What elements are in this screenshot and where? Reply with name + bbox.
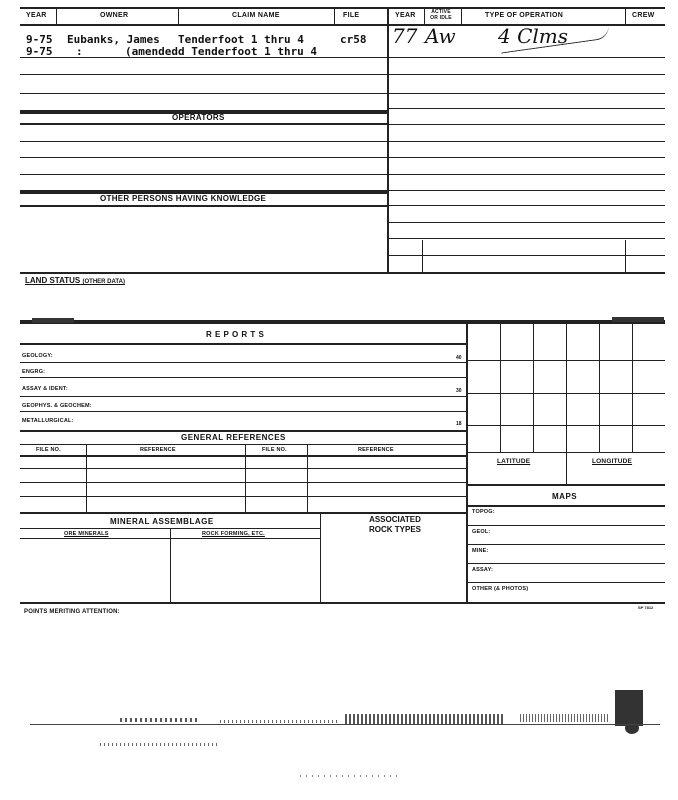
longitude-label: LONGITUDE [592, 458, 633, 465]
rock-forming-label: ROCK FORMING, ETC. [202, 531, 265, 537]
row-1-owner: Eubanks, James [67, 33, 160, 46]
report-geophys: GEOPHYS. & GEOCHEM: [22, 403, 92, 409]
row-2-claim-name: (amendedd Tenderfoot 1 thru 4 [125, 45, 318, 58]
row-2-owner: : [76, 45, 83, 58]
general-references-title: GENERAL REFERENCES [181, 433, 286, 442]
land-status-title: LAND STATUS [25, 276, 81, 285]
report-geology-code: 40 [456, 355, 462, 361]
map-assay: ASSAY: [472, 567, 494, 573]
mineral-assemblage-title: MINERAL ASSEMBLAGE [110, 517, 214, 526]
active-or-idle-header: ACTIVE OR IDLE [430, 9, 452, 21]
map-geol: GEOL: [472, 529, 491, 535]
map-topog: TOPOG: [472, 509, 495, 515]
owner-header: OWNER [100, 12, 129, 19]
row-1-year: 9-75 [26, 33, 53, 46]
reports-title: R E P O R T S [206, 330, 265, 339]
report-metallurgical-code: 18 [456, 421, 462, 427]
map-other: OTHER (& PHOTOS) [472, 586, 529, 592]
crew-header: CREW [632, 12, 655, 19]
handwritten-year: 77 [392, 24, 418, 48]
ref-reference-1: REFERENCE [140, 447, 176, 453]
map-mine: MINE: [472, 548, 489, 554]
points-meriting-attention: POINTS MERITING ATTENTION: [24, 609, 120, 615]
file-header: FILE [343, 12, 360, 19]
row-1-claim-name: Tenderfoot 1 thru 4 [178, 33, 304, 46]
land-status-subtitle: (OTHER DATA) [82, 279, 125, 285]
form-number: SP 7812 [638, 605, 654, 610]
report-geology: GEOLOGY: [22, 353, 53, 359]
report-metallurgical: METALLURGICAL: [22, 418, 74, 424]
row-1-file: cr58 [340, 33, 367, 46]
row-2-year: 9-75 [26, 45, 53, 58]
ref-reference-2: REFERENCE [358, 447, 394, 453]
latitude-label: LATITUDE [497, 458, 531, 465]
associated-rock-types-label: ASSOCIATED ROCK TYPES [368, 515, 421, 534]
handwritten-active-idle: Aw [425, 24, 456, 48]
maps-title: MAPS [552, 492, 578, 501]
type-of-operation-header: TYPE OF OPERATION [485, 12, 564, 19]
claim-name-header: CLAIM NAME [232, 12, 280, 19]
ore-minerals-label: ORE MINERALS [64, 531, 109, 537]
report-engrg: ENGRG: [22, 369, 46, 375]
year-header: YEAR [26, 12, 47, 19]
other-persons-title: OTHER PERSONS HAVING KNOWLEDGE [100, 194, 267, 203]
ref-file-no-1: FILE NO. [36, 447, 61, 453]
operators-title: OPERATORS [172, 113, 225, 122]
activity-year-header: YEAR [395, 12, 416, 19]
handwritten-operation: 4 Clms [498, 24, 569, 48]
report-assay: ASSAY & IDENT: [22, 386, 68, 392]
ref-file-no-2: FILE NO. [262, 447, 287, 453]
report-assay-code: 30 [456, 388, 462, 394]
